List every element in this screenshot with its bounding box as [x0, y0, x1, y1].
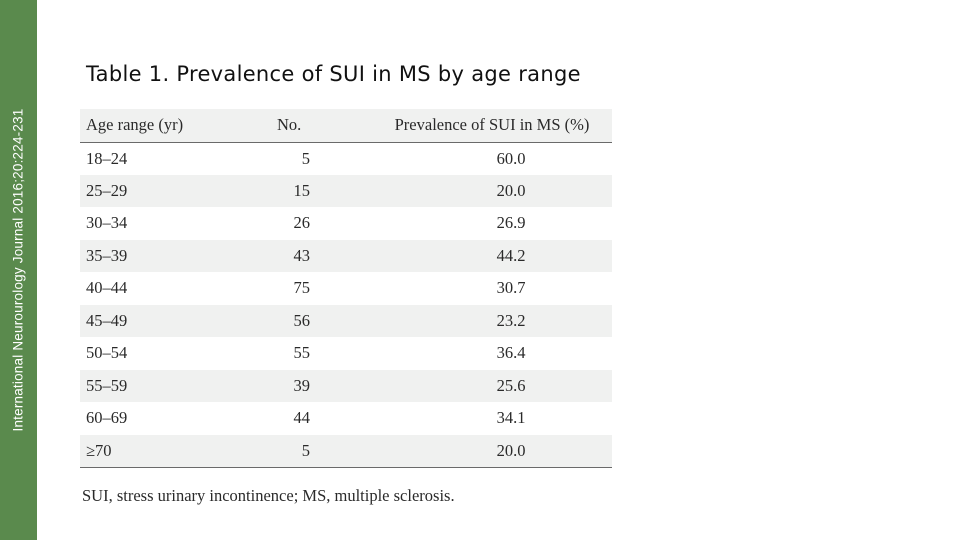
count-cell: 5: [301, 148, 310, 168]
age-range-cell: 18–24: [86, 148, 128, 168]
table-row: [80, 435, 612, 468]
table-row: [80, 402, 612, 435]
age-range-cell: 50–54: [86, 343, 128, 363]
count-cell: 44: [293, 408, 310, 428]
prevalence-cell: 20.0: [496, 440, 526, 460]
age-range-cell: 30–34: [86, 213, 128, 233]
table-footnote: SUI, stress urinary incontinence; MS, multiple sclerosis.: [82, 486, 455, 505]
age-range-cell: 25–29: [86, 180, 128, 200]
count-cell: 39: [293, 375, 310, 395]
age-range-cell: 45–49: [86, 310, 128, 330]
age-range-cell: 55–59: [86, 375, 128, 395]
prevalence-cell: 60.0: [496, 148, 526, 168]
prevalence-cell: 23.2: [496, 310, 526, 330]
prevalence-cell: 30.7: [496, 278, 526, 298]
table-row: [80, 370, 612, 403]
count-cell: 26: [293, 213, 310, 233]
count-cell: 55: [293, 343, 310, 363]
table-row: [80, 272, 612, 305]
slide-title: Table 1. Prevalence of SUI in MS by age range: [86, 62, 581, 86]
table-row: [80, 337, 612, 370]
prevalence-cell: 44.2: [496, 245, 526, 265]
header-prevalence: Prevalence of SUI in MS (%): [372, 109, 612, 142]
age-range-cell: 60–69: [86, 408, 128, 428]
age-range-cell: 35–39: [86, 245, 128, 265]
prevalence-cell: 34.1: [496, 408, 526, 428]
count-cell: 75: [293, 278, 310, 298]
count-cell: 56: [293, 310, 310, 330]
table-row: [80, 142, 612, 175]
prevalence-cell: 25.6: [496, 375, 526, 395]
table-row: [80, 207, 612, 240]
count-cell: 43: [293, 245, 310, 265]
age-range-cell: ≥70: [80, 435, 271, 468]
count-cell: 5: [301, 440, 310, 460]
table-header-row: [80, 109, 612, 142]
journal-citation: International Neurourology Journal 2016;20:224-231: [10, 108, 26, 432]
table-row: [80, 175, 612, 208]
journal-sidebar: [0, 0, 37, 540]
prevalence-table: [80, 109, 612, 468]
prevalence-cell: 20.0: [496, 180, 526, 200]
table-row: [80, 305, 612, 338]
header-number: No.: [271, 109, 372, 142]
count-cell: 15: [293, 180, 310, 200]
header-age-range: Age range (yr): [80, 109, 271, 142]
prevalence-table-container: [80, 109, 612, 468]
table-row: [80, 240, 612, 273]
prevalence-cell: 26.9: [496, 213, 526, 233]
prevalence-cell: 36.4: [496, 343, 526, 363]
age-range-cell: 40–44: [86, 278, 128, 298]
